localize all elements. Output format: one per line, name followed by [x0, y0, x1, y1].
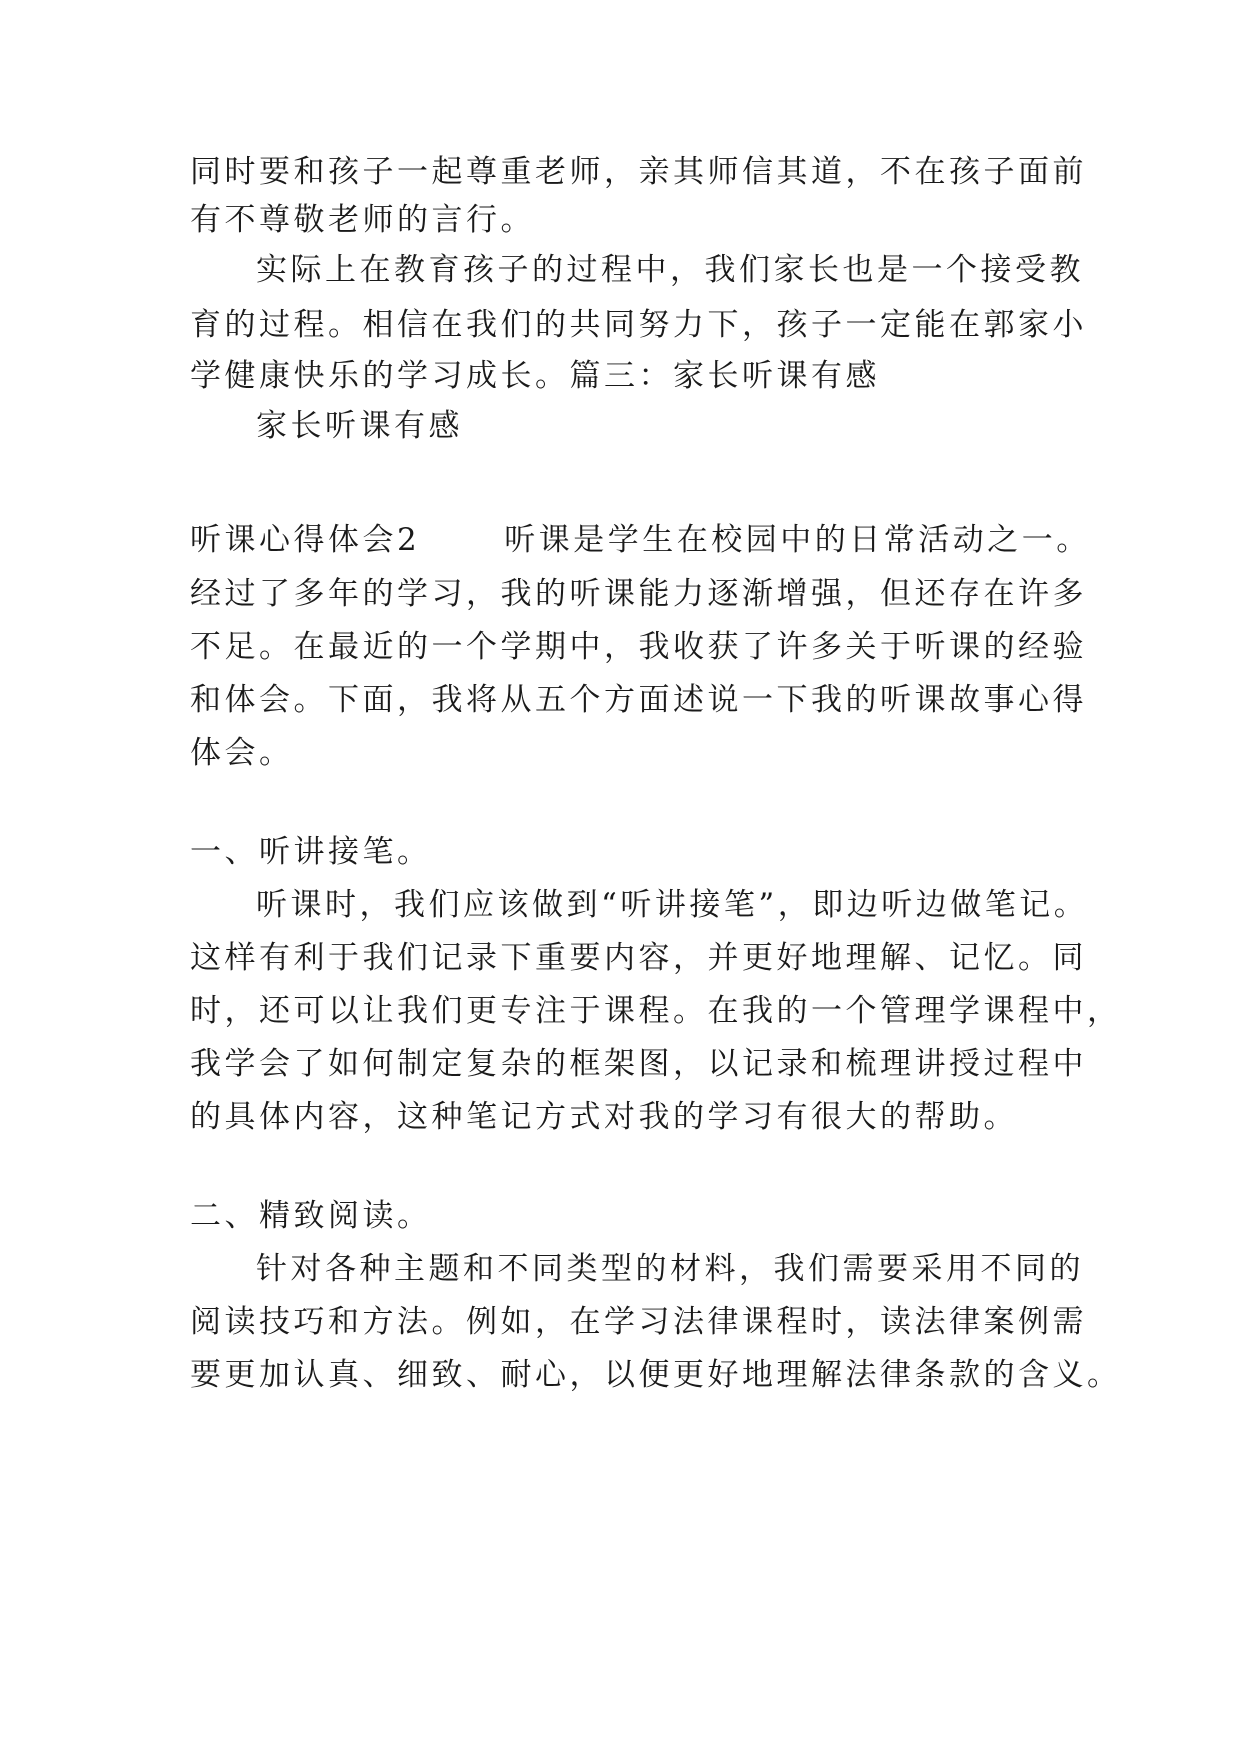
text-line: 经过了多年的学习，我的听课能力逐渐增强，但还存在许多 [190, 576, 1087, 612]
text-line: 时，还可以让我们更专注于课程。在我的一个管理学课程中， [190, 993, 1122, 1029]
section-heading: 二、精致阅读。 [190, 1198, 432, 1234]
paragraph-first-line: 听课时，我们应该做到“听讲接笔”，即边听边做笔记。 [256, 887, 1089, 923]
essay-opening: 听课是学生在校园中的日常活动之一。 [504, 522, 1091, 558]
text-line: 育的过程。相信在我们的共同努力下，孩子一定能在郭家小 [190, 307, 1087, 343]
text-line: 体会。 [190, 735, 294, 771]
text-line [190, 520, 1091, 560]
text-line: 学健康快乐的学习成长。篇三：家长听课有感 [190, 358, 880, 394]
paragraph-first-line: 针对各种主题和不同类型的材料，我们需要采用不同的 [256, 1251, 1084, 1287]
text-line: 我学会了如何制定复杂的框架图，以记录和梳理讲授过程中 [190, 1046, 1087, 1082]
text-line: 不足。在最近的一个学期中，我收获了许多关于听课的经验 [190, 629, 1087, 665]
text-line: 同时要和孩子一起尊重老师，亲其师信其道，不在孩子面前 [190, 154, 1087, 190]
text-line: 阅读技巧和方法。例如，在学习法律课程时，读法律案例需 [190, 1304, 1087, 1340]
text-line: 要更加认真、细致、耐心，以便更好地理解法律条款的含义。 [190, 1357, 1122, 1393]
text-line: 这样有利于我们记录下重要内容，并更好地理解、记忆。同 [190, 940, 1087, 976]
text-line: 和体会。下面，我将从五个方面述说一下我的听课故事心得 [190, 682, 1087, 718]
section-heading: 家长听课有感 [256, 408, 463, 444]
text-line: 的具体内容，这种笔记方式对我的学习有很大的帮助。 [190, 1099, 1018, 1135]
section-heading: 一、听讲接笔。 [190, 834, 432, 870]
essay-title: 听课心得体会2 [190, 522, 421, 558]
text-line: 有不尊敬老师的言行。 [190, 202, 535, 238]
paragraph-first-line: 实际上在教育孩子的过程中，我们家长也是一个接受教 [256, 252, 1084, 288]
